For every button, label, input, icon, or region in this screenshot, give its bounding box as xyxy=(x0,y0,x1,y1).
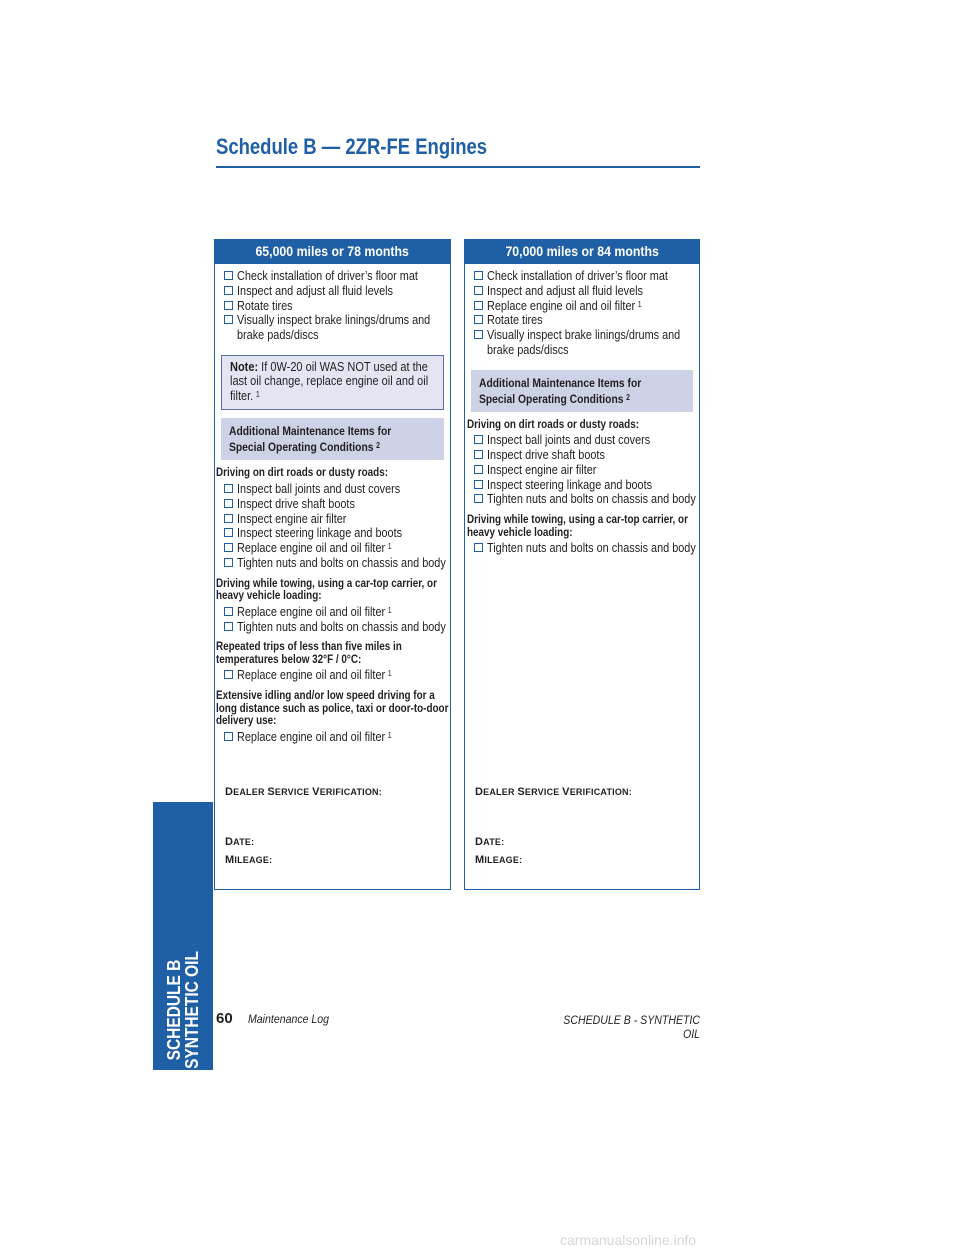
mileage-label: MILEAGE: xyxy=(225,854,273,866)
dealer-verification-label: DEALER SERVICE VERIFICATION: xyxy=(225,786,382,798)
condition-heading: Extensive idling and/or low speed driving for a long distance such as police, taxi or door-to-door delivery use: xyxy=(216,690,449,728)
checklist-item[interactable]: Inspect steering linkage and boots xyxy=(465,478,699,493)
checklist xyxy=(215,728,450,745)
checklist-item[interactable]: Visually inspect brake linings/drums and brake pads/discs xyxy=(465,328,699,358)
checklist-item[interactable]: Rotate tires xyxy=(465,313,699,328)
mileage-label: MILEAGE: xyxy=(475,854,523,866)
checklist-item[interactable]: Inspect and adjust all fluid levels xyxy=(215,284,450,299)
page-title: Schedule B — 2ZR-FE Engines xyxy=(216,134,488,159)
oil-note: Note: If 0W-20 oil WAS NOT used at the last oil change, replace engine oil and oil filter. $^1$ xyxy=(221,355,444,411)
checkbox[interactable] xyxy=(224,484,233,493)
checkbox[interactable] xyxy=(224,271,233,280)
checkbox[interactable] xyxy=(224,622,233,631)
checklist-item[interactable]: Replace engine oil and oil filter $^1$ xyxy=(215,541,450,556)
checkbox[interactable] xyxy=(224,315,233,324)
checklist xyxy=(215,480,450,571)
checklist-item[interactable]: Inspect drive shaft boots xyxy=(465,448,699,463)
checklist-item[interactable]: Inspect and adjust all fluid levels xyxy=(465,284,699,299)
watermark: carmanualsonline.info xyxy=(560,1232,697,1248)
additional-maintenance-heading: Additional Maintenance Items for Special Operating Conditions $^2$ xyxy=(221,418,444,460)
condition-heading: Driving on dirt roads or dusty roads: xyxy=(467,418,639,431)
service-column-65k xyxy=(214,239,451,890)
footer-right: SCHEDULE B - SYNTHETIC OIL xyxy=(563,1013,700,1041)
checkbox[interactable] xyxy=(474,301,483,310)
checkbox[interactable] xyxy=(224,301,233,310)
checklist-item[interactable]: Check installation of driver’s floor mat xyxy=(465,269,699,284)
footer-left: Maintenance Log xyxy=(248,1012,330,1026)
condition-heading: Driving while towing, using a car-top carrier, or heavy vehicle loading: xyxy=(467,514,688,539)
checklist-item[interactable]: Inspect ball joints and dust covers xyxy=(465,433,699,448)
checklist xyxy=(215,264,450,343)
checklist xyxy=(215,603,450,635)
checkbox[interactable] xyxy=(474,450,483,459)
checkbox[interactable] xyxy=(224,528,233,537)
checklist xyxy=(465,264,699,358)
checklist-item[interactable]: Inspect engine air filter xyxy=(215,512,450,527)
checklist-item[interactable]: Tighten nuts and bolts on chassis and body xyxy=(215,556,450,571)
checkbox[interactable] xyxy=(474,271,483,280)
checkbox[interactable] xyxy=(474,315,483,324)
checklist xyxy=(465,431,699,507)
checkbox[interactable] xyxy=(224,543,233,552)
checklist-item[interactable]: Inspect ball joints and dust covers xyxy=(215,482,450,497)
checklist-item[interactable]: Replace engine oil and oil filter $^1$ xyxy=(215,668,450,683)
condition-heading: Driving while towing, using a car-top carrier, or heavy vehicle loading: xyxy=(216,577,437,603)
checkbox[interactable] xyxy=(474,494,483,503)
checklist-item[interactable]: Inspect steering linkage and boots xyxy=(215,526,450,541)
checkbox[interactable] xyxy=(224,558,233,567)
checklist-item[interactable]: Replace engine oil and oil filter $^1$ xyxy=(215,605,450,620)
checkbox[interactable] xyxy=(224,670,233,679)
checkbox[interactable] xyxy=(474,435,483,444)
checklist xyxy=(215,666,450,683)
checklist-item[interactable]: Visually inspect brake linings/drums and brake pads/discs xyxy=(215,313,450,343)
service-column-70k xyxy=(464,239,700,890)
condition-heading: Driving on dirt roads or dusty roads: xyxy=(216,467,388,480)
checkbox[interactable] xyxy=(224,607,233,616)
checklist-item[interactable]: Check installation of driver’s floor mat xyxy=(215,269,450,284)
checkbox[interactable] xyxy=(474,465,483,474)
column-header: 65,000 miles or 78 months xyxy=(214,239,451,264)
checkbox[interactable] xyxy=(474,543,483,552)
date-label: DATE: xyxy=(225,836,255,848)
checkbox[interactable] xyxy=(224,732,233,741)
condition-heading: Repeated trips of less than five miles in temperatures below 32°F / 0°C: xyxy=(216,641,402,666)
side-tab-label: SCHEDULE B SYNTHETIC OIL xyxy=(164,951,202,1069)
checklist-item[interactable]: Inspect drive shaft boots xyxy=(215,497,450,512)
column-header: 70,000 miles or 84 months xyxy=(464,239,700,264)
checkbox[interactable] xyxy=(474,480,483,489)
dealer-verification-label: DEALER SERVICE VERIFICATION: xyxy=(475,786,632,798)
checklist-item[interactable]: Tighten nuts and bolts on chassis and body xyxy=(465,492,699,507)
checklist-item[interactable]: Replace engine oil and oil filter $^1$ xyxy=(215,730,450,745)
checklist xyxy=(465,539,699,556)
checklist-item[interactable]: Replace engine oil and oil filter $^1$ xyxy=(465,299,699,314)
title-rule xyxy=(216,166,700,168)
checkbox[interactable] xyxy=(224,514,233,523)
checklist-item[interactable]: Tighten nuts and bolts on chassis and body xyxy=(465,541,699,556)
date-label: DATE: xyxy=(475,836,505,848)
page-number: 60 xyxy=(216,1010,233,1027)
checkbox[interactable] xyxy=(474,330,483,339)
checkbox[interactable] xyxy=(224,499,233,508)
checklist-item[interactable]: Tighten nuts and bolts on chassis and body xyxy=(215,620,450,635)
checkbox[interactable] xyxy=(224,286,233,295)
additional-maintenance-heading: Additional Maintenance Items for Special Operating Conditions $^2$ xyxy=(471,370,693,412)
checkbox[interactable] xyxy=(474,286,483,295)
checklist-item[interactable]: Inspect engine air filter xyxy=(465,463,699,478)
checklist-item[interactable]: Rotate tires xyxy=(215,299,450,314)
